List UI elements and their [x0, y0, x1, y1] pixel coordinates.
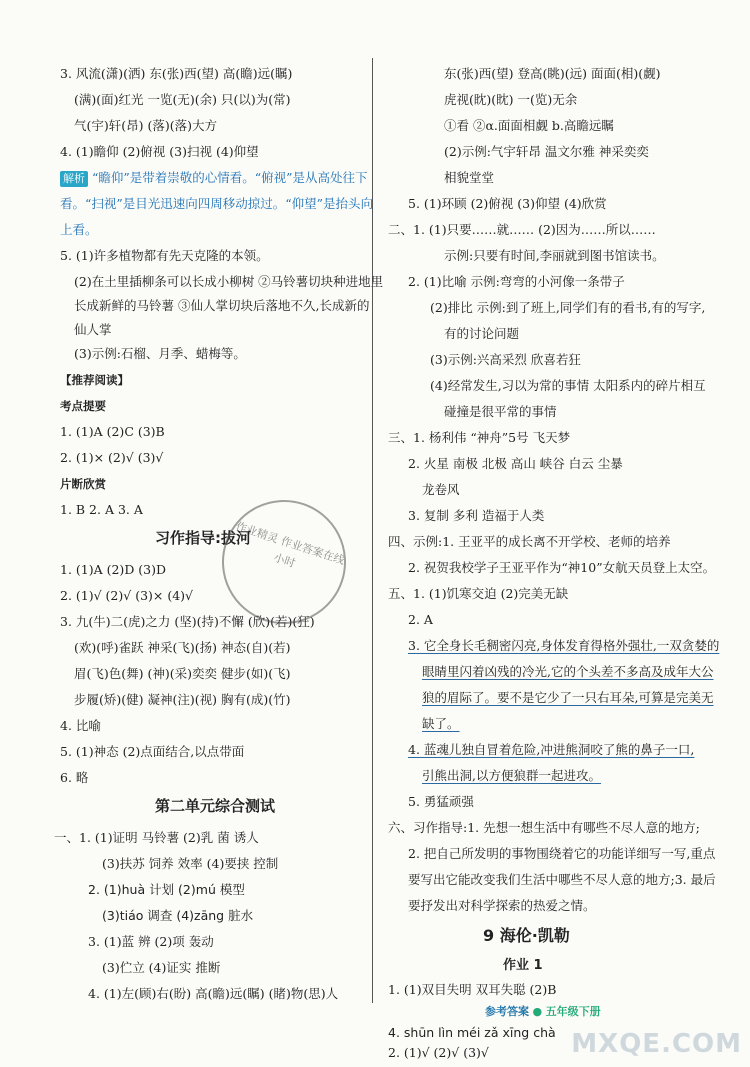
answer-line: (3)示例:兴高采烈 欣喜若狂 — [430, 352, 581, 367]
section-heading: 考点提要 — [60, 399, 106, 413]
answer-line: 3. 九(牛)二(虎)之力 (坚)(持)不懈 (欣)(若)(狂) — [60, 614, 315, 629]
answer-line: 相貌堂堂 — [444, 170, 495, 185]
answer-line: (满)(面)红光 一览(无)(余) 只(以)为(常) — [74, 92, 291, 107]
section-heading: 【推荐阅读】 — [60, 373, 129, 387]
answer-line: 6. 略 — [60, 770, 89, 785]
answer-line: 4. (1)左(顾)右(盼) 高(瞻)远(瞩) (睹)物(思)人 — [88, 986, 339, 1001]
lesson-title: 9 海伦·凯勒 — [483, 926, 570, 945]
answer-line: 1. B 2. A 3. A — [60, 502, 143, 517]
answer-line: (3)示例:石榴、月季、蜡梅等。 — [74, 346, 246, 361]
answer-line: 2. (1)√ (2)√ (3)√ — [388, 1045, 489, 1060]
answer-line: (4)经常发生,习以为常的事情 太阳系内的碎片相互 — [430, 378, 706, 393]
site-watermark: MXQE.COM — [571, 1029, 742, 1059]
answer-line: 3. 它全身长毛稠密闪亮,身体发育得格外强壮,一双贪婪的 — [408, 638, 720, 653]
answer-line: 狼的眉际了。要不是它少了一只右耳朵,可算是完美无 — [422, 690, 714, 705]
page-footer: 参考答案 ● 五年级下册 — [485, 1005, 601, 1018]
answer-line: 2. (1)√ (2)√ (3)× (4)√ — [60, 588, 194, 603]
answer-line: 4. 蓝魂儿独自冒着危险,冲进熊洞咬了熊的鼻子一口, — [408, 742, 695, 757]
answer-line: 步履(矫)(健) 凝神(注)(视) 胸有(成)(竹) — [74, 692, 291, 707]
answer-line: 2. (1)比喻 示例:弯弯的小河像一条带子 — [408, 274, 625, 289]
answer-line: (2)示例:气宇轩昂 温文尔雅 神采奕奕 — [444, 144, 649, 159]
answer-line: 有的讨论问题 — [444, 326, 520, 341]
answer-line: 1. (1)A (2)C (3)B — [60, 424, 165, 439]
answer-line: 仙人掌 — [74, 322, 112, 337]
answer-line: 2. 把自己所发明的事物围绕着它的功能详细写一写,重点 — [408, 846, 716, 861]
answer-line: 虎视(眈)(眈) 一(览)无余 — [444, 92, 578, 107]
homework-title: 作业 1 — [503, 958, 543, 973]
answer-line: 2. 火星 南极 北极 高山 峡谷 白云 尘暴 — [408, 456, 623, 471]
footer-grade: 五年级下册 — [545, 1005, 601, 1018]
answer-line: 5. 勇猛顽强 — [408, 794, 474, 809]
answer-line: ①看 ②α.面面相觑 b.高瞻远瞩 — [444, 118, 614, 133]
answer-line: 3. (1)蓝 辨 (2)项 轰动 — [88, 934, 214, 949]
answer-line: 二、1. (1)只要……就…… (2)因为……所以…… — [388, 222, 656, 237]
answer-line: 眉(飞)色(舞) (神)(采)奕奕 健步(如)(飞) — [74, 666, 291, 681]
answer-line: 1. (1)A (2)D (3)D — [60, 562, 167, 577]
analysis-line: 看。“扫视”是目光迅速向四周移动掠过。“仰望”是抬头向 — [60, 196, 374, 211]
section-title: 第二单元综合测试 — [155, 797, 276, 815]
answer-line: 三、1. 杨利伟 “神舟”5号 飞天梦 — [388, 430, 571, 445]
answer-line: 六、习作指导:1. 先想一想生活中有哪些不尽人意的地方; — [388, 820, 700, 835]
answer-line: (2)在土里插柳条可以长成小柳树 ②马铃薯切块种进地里 — [74, 274, 384, 289]
analysis-line — [60, 170, 368, 187]
answer-line: 2. (1)huà 计划 (2)mú 模型 — [88, 882, 245, 897]
answer-line: 一、1. (1)证明 马铃薯 (2)乳 菌 诱人 — [54, 830, 259, 845]
answer-line: 2. (1)× (2)√ (3)√ — [60, 450, 164, 465]
answer-line: 5. (1)许多植物都有先天克隆的本领。 — [60, 248, 269, 263]
answer-line: 要抒发出对科学探索的热爱之情。 — [408, 898, 596, 913]
answer-line: 东(张)西(望) 登高(眺)(远) 面面(相)(觑) — [444, 66, 661, 81]
answer-line: 2. 祝贺我校学子王亚平作为“神10”女航天员登上太空。 — [408, 560, 716, 575]
answer-line: 五、1. (1)饥寒交迫 (2)完美无缺 — [388, 586, 569, 601]
answer-line: 4. (1)瞻仰 (2)俯视 (3)扫视 (4)仰望 — [60, 144, 259, 159]
answer-line: 4. shūn lìn méi zǎ xīng chà — [388, 1025, 556, 1040]
answer-line: (2)排比 示例:到了班上,同学们有的看书,有的写字, — [430, 300, 706, 315]
answer-line: 四、示例:1. 王亚平的成长离不开学校、老师的培养 — [388, 534, 671, 549]
answer-line: (3)伫立 (4)证实 推断 — [102, 960, 221, 975]
answer-line: 2. A — [408, 612, 433, 627]
answer-line: 碰撞是很平常的事情 — [444, 404, 557, 419]
answer-line: 3. 复制 多利 造福于人类 — [408, 508, 545, 523]
answer-line: 长成新鲜的马铃薯 ③仙人掌切块后落地不久,长成新的 — [74, 298, 370, 313]
answer-line: (3)扶苏 饲养 效率 (4)要挟 控制 — [102, 856, 279, 871]
watermark-text: 作业精灵 作业答案在线 小时 — [234, 519, 347, 571]
section-title: 习作指导:拔河 — [155, 529, 251, 547]
analysis-text: “瞻仰”是带着崇敬的心情看。“俯视”是从高处往下 — [92, 170, 368, 185]
answer-line: 要写出它能改变我们生活中哪些不尽人意的地方;3. 最后 — [408, 872, 716, 887]
answer-line: (3)tiáo 调查 (4)zāng 脏水 — [102, 908, 254, 923]
analysis-line: 上看。 — [60, 222, 98, 237]
answer-line: 眼睛里闪着凶残的冷光,它的个头差不多高及成年大公 — [422, 664, 714, 679]
analysis-tag: 解析 — [60, 171, 88, 187]
section-heading: 片断欣赏 — [60, 477, 106, 491]
answer-line: 气(宇)轩(昂) (落)(落)大方 — [74, 118, 217, 133]
answer-line: (欢)(呼)雀跃 神采(飞)(扬) 神态(自)(若) — [74, 640, 291, 655]
answer-line: 示例:只要有时间,李丽就到图书馆读书。 — [444, 248, 665, 263]
answer-line: 引熊出洞,以方便狼群一起进攻。 — [422, 768, 601, 783]
answer-line: 5. (1)神态 (2)点面结合,以点带面 — [60, 744, 245, 759]
answer-line: 龙卷风 — [422, 482, 460, 497]
answer-line: 4. 比喻 — [60, 718, 101, 733]
answer-line: 1. (1)双目失明 双耳失聪 (2)B — [388, 982, 557, 997]
answer-line: 5. (1)环顾 (2)俯视 (3)仰望 (4)欣赏 — [408, 196, 607, 211]
answer-line: 3. 风流(潇)(洒) 东(张)西(望) 高(瞻)远(瞩) — [60, 66, 293, 81]
answer-line: 缺了。 — [422, 716, 460, 731]
footer-label: 参考答案 — [485, 1005, 529, 1018]
